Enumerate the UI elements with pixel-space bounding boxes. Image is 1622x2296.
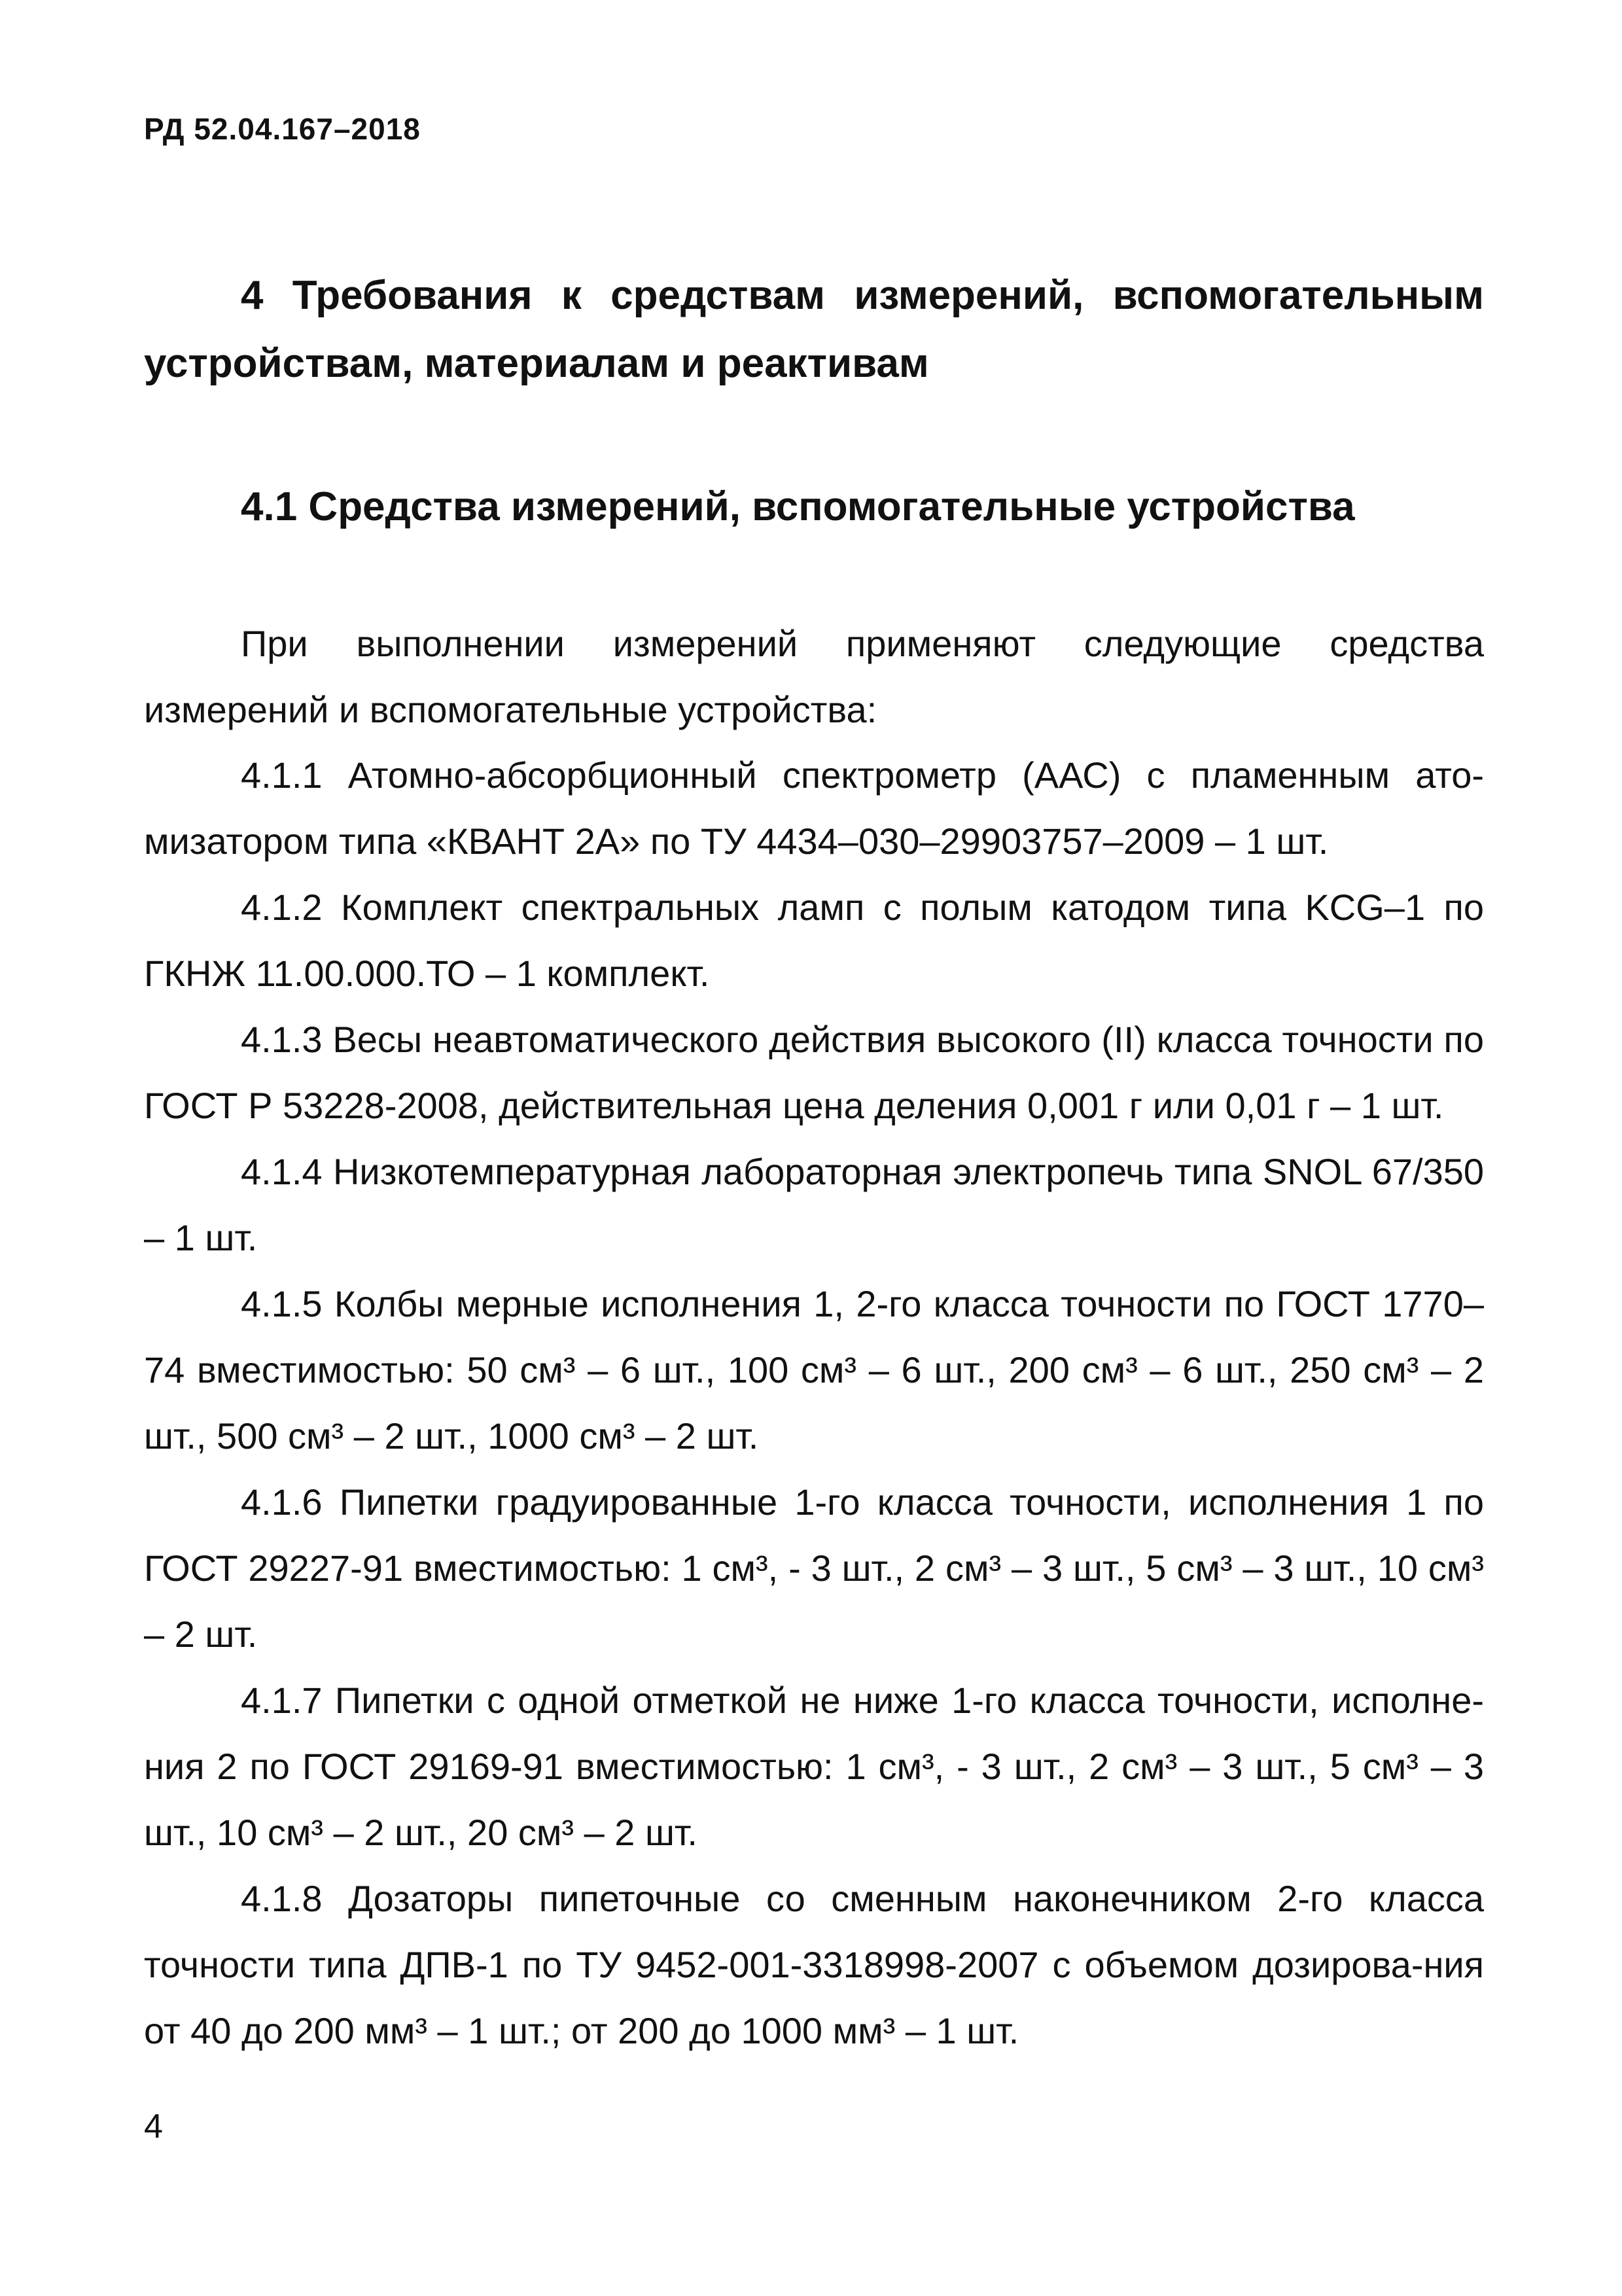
list-item: 4.1.1 Атомно-абсорбционный спектрометр (ААС) с пламенным ато-мизатором типа «КВАНТ 2А» по ТУ 4434–030–29903757–2009 – 1 шт.: [144, 754, 1484, 862]
list-item: 4.1.3 Весы неавтоматического действия высокого (II) класса точности по ГОСТ Р 53228-2008, действительная цена деления 0,001 г или 0,01 г – 1 шт.: [144, 1019, 1484, 1126]
section-title: 4 Требования к средствам измерений, вспомогательным устройствам, материалам и реактивам: [144, 273, 1484, 386]
list-item: 4.1.6 Пипетки градуированные 1-го класса точности, исполнения 1 по ГОСТ 29227-91 вместимостью: 1 см³, - 3 шт., 2 см³ – 3 шт., 5 см³ – 3 шт., 10 см³ – 2 шт.: [144, 1481, 1484, 1655]
list-item: 4.1.4 Низкотемпературная лабораторная электропечь типа SNOL 67/350 – 1 шт.: [144, 1151, 1484, 1258]
document-code: РД 52.04.167–2018: [144, 112, 421, 146]
page-number: 4: [144, 2108, 163, 2146]
intro-paragraph: При выполнении измерений применяют следующие средства измерений и вспомогательные устройства:: [144, 623, 1484, 730]
intro-paragraph-block: [144, 610, 1484, 743]
list-item: 4.1.8 Дозаторы пипеточные со сменным наконечником 2-го класса точности типа ДПВ-1 по ТУ 9452-001-3318998-2007 с объемом дозирова-ния от 40 до 200 мм³ – 1 шт.; от 200 до 1000 мм³ – 1 шт.: [144, 1878, 1484, 2051]
subsection-title: 4.1 Средства измерений, вспомогательные устройства: [241, 484, 1355, 529]
list-item: 4.1.7 Пипетки с одной отметкой не ниже 1-го класса точности, исполне-ния 2 по ГОСТ 29169-91 вместимостью: 1 см³, - 3 шт., 2 см³ – 3 шт., 5 см³ – 3 шт., 10 см³ – 2 шт., 20 см³ – 2 шт.: [144, 1680, 1484, 1853]
list-item: 4.1.2 Комплект спектральных ламп с полым катодом типа KCG–1 по ГКНЖ 11.00.000.ТО – 1 комплект.: [144, 887, 1484, 994]
equipment-list: [144, 742, 1484, 2064]
list-item: 4.1.5 Колбы мерные исполнения 1, 2-го класса точности по ГОСТ 1770–74 вместимостью: 50 см³ – 6 шт., 100 см³ – 6 шт., 200 см³ – 6 шт., 250 см³ – 2 шт., 500 см³ – 2 шт., 1000 см³ – 2 шт.: [144, 1283, 1484, 1457]
